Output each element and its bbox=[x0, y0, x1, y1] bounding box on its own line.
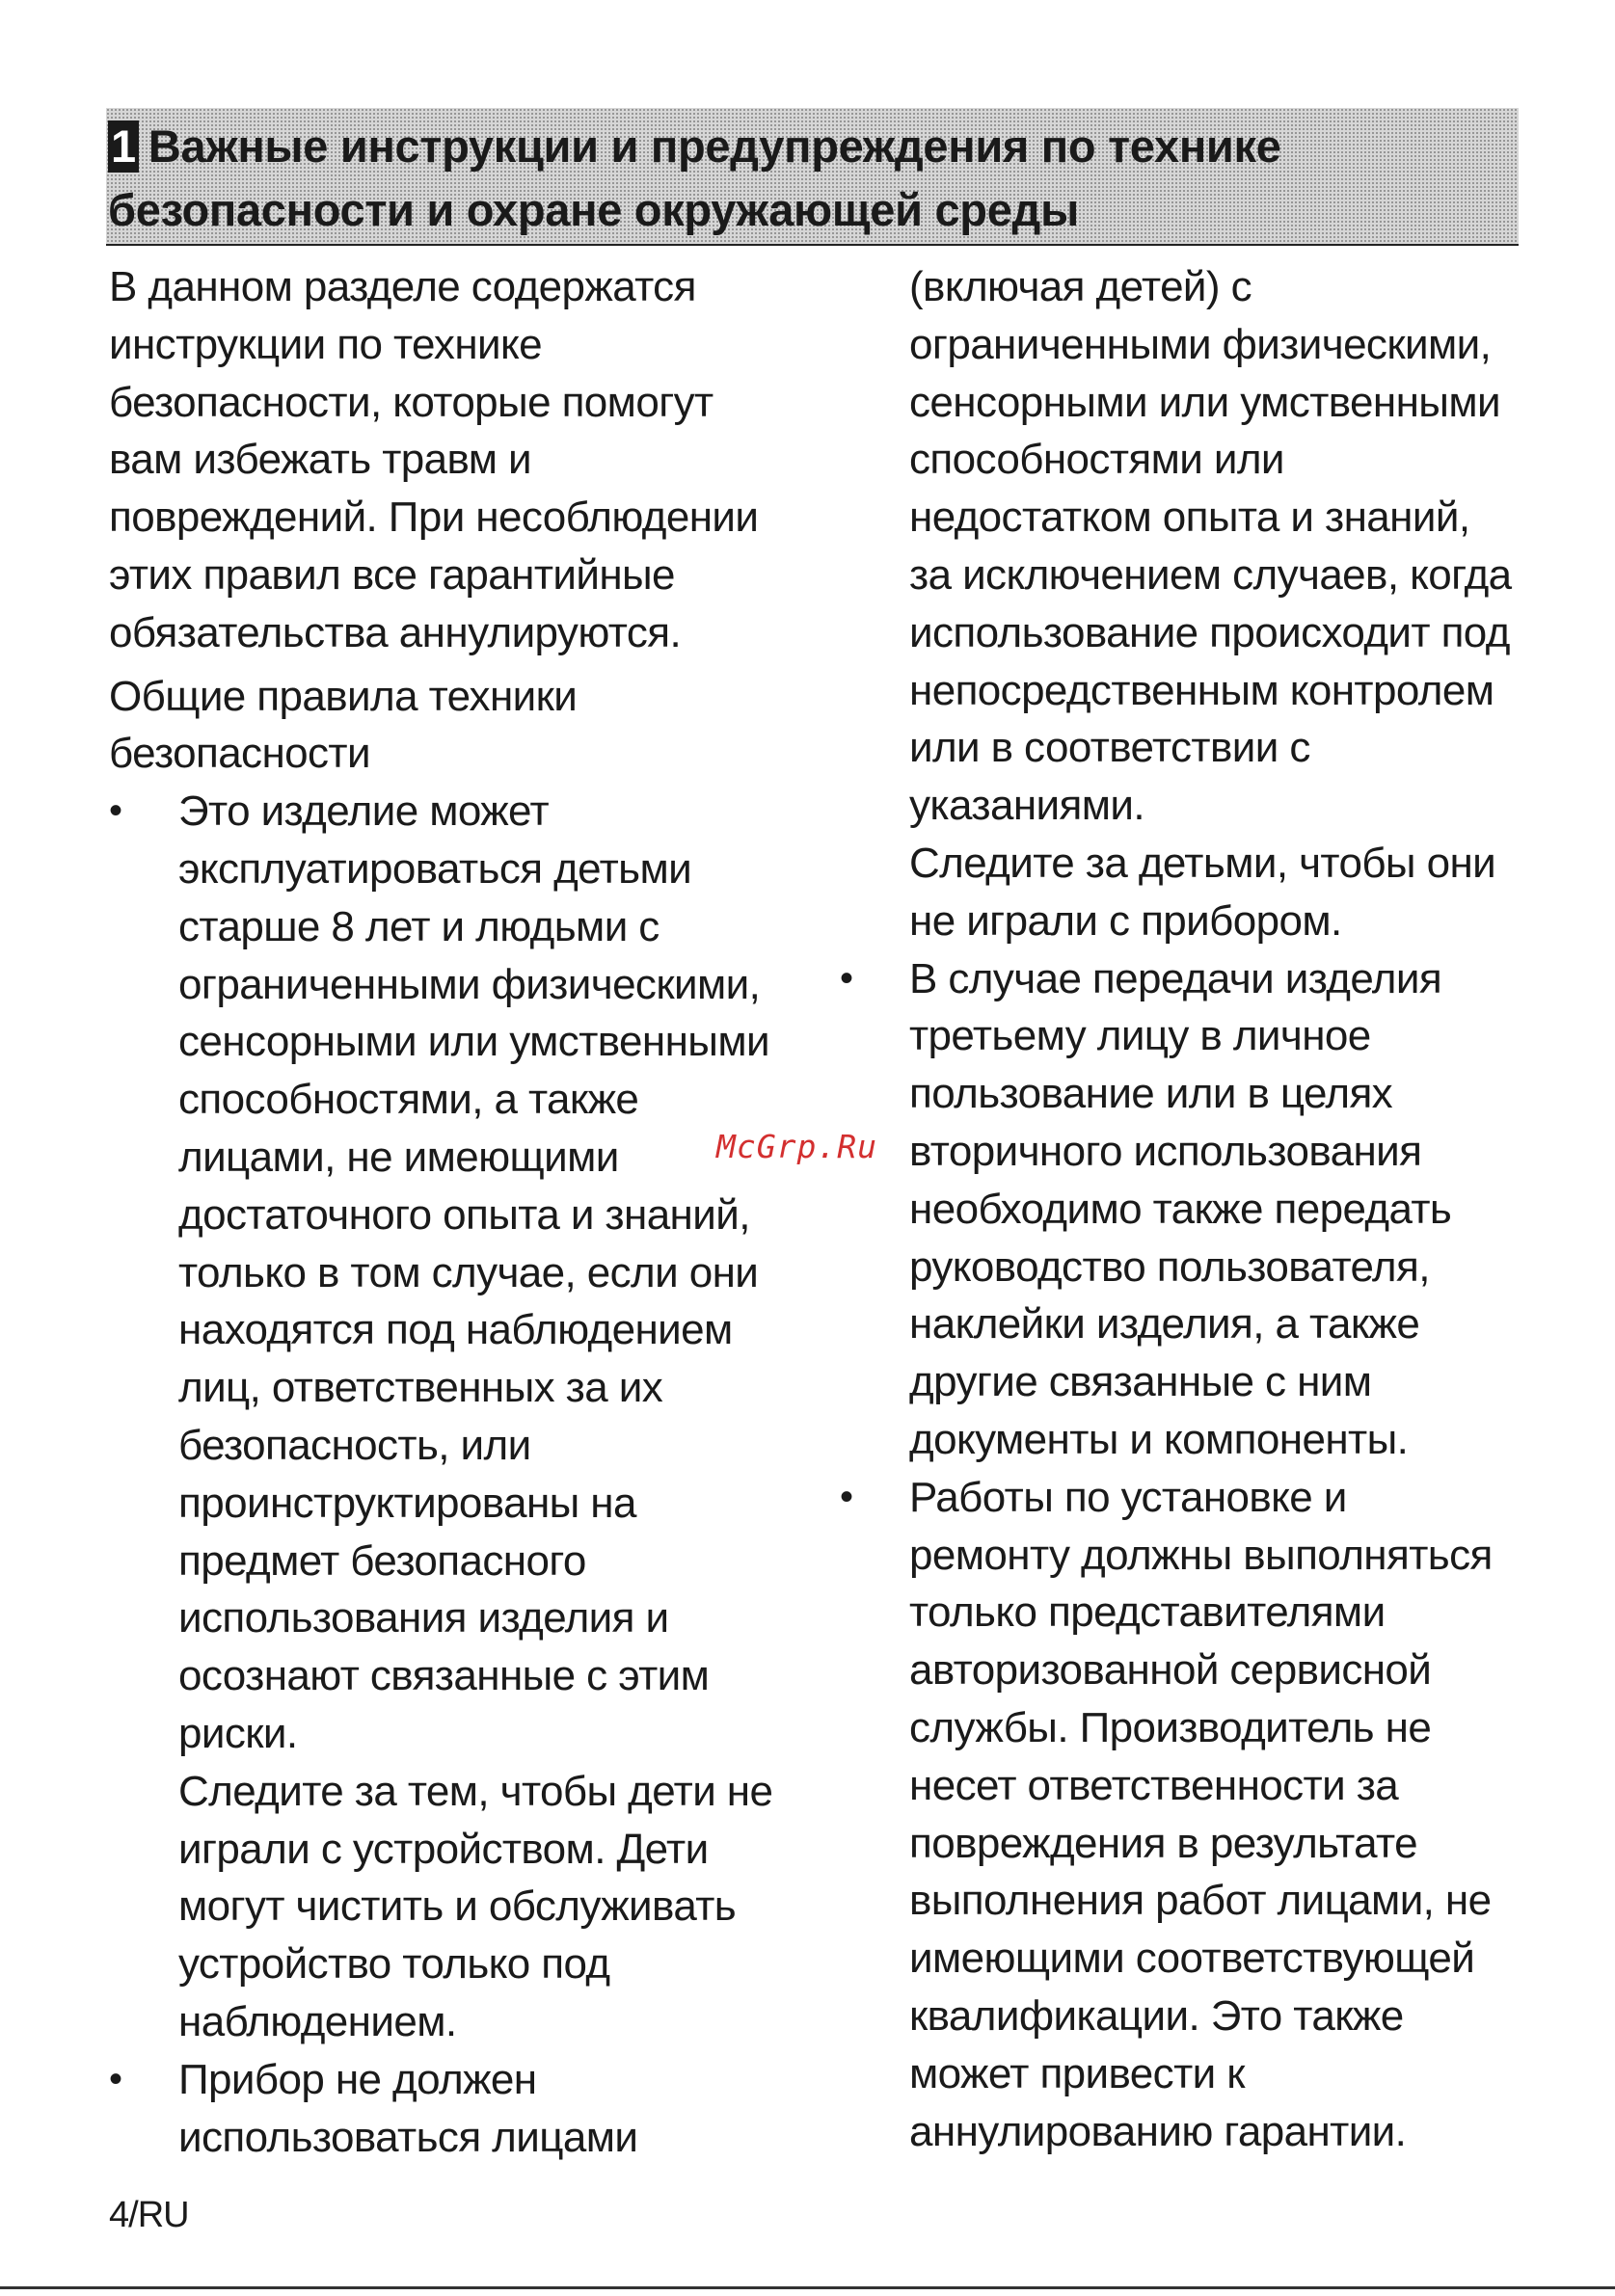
text-line: сенсорными или умственными bbox=[909, 378, 1500, 426]
text-line: недостатком опыта и знаний, bbox=[909, 494, 1470, 542]
text-line: предмет безопасного bbox=[178, 1536, 586, 1585]
bottom-divider bbox=[0, 2286, 1615, 2289]
text-line: или в соответствии с bbox=[909, 724, 1310, 772]
text-line: инструкции по технике bbox=[109, 320, 543, 368]
text-line: безопасности, которые помогут bbox=[109, 378, 713, 426]
text-line: службы. Производитель не bbox=[909, 1703, 1432, 1751]
text-line: способностями, а также bbox=[178, 1076, 639, 1124]
bullet-marker: • bbox=[840, 1475, 853, 1518]
text-line: находятся под наблюдением bbox=[178, 1306, 733, 1354]
bullet-marker: • bbox=[109, 2057, 122, 2100]
bullet-continuation bbox=[909, 258, 1526, 950]
bullet-marker: • bbox=[109, 789, 122, 833]
section-title-text-1: Важные инструкции и предупреждения по технике bbox=[148, 120, 1281, 172]
text-line: лиц, ответственных за их bbox=[178, 1364, 663, 1412]
general-safety-subheading bbox=[109, 668, 803, 784]
text-line: может привести к bbox=[909, 2049, 1245, 2097]
text-line: повреждений. При несоблюдении bbox=[109, 494, 759, 542]
text-line: непосредственным контролем bbox=[909, 666, 1494, 714]
text-line: Общие правила техники bbox=[109, 672, 578, 720]
text-line: вторичного использования bbox=[909, 1127, 1422, 1175]
bullet-item-authorized-service bbox=[840, 1469, 1526, 2161]
bullet-item-transfer-to-third-party bbox=[840, 950, 1526, 1469]
text-line: повреждения в результате bbox=[909, 1819, 1417, 1867]
text-line: В данном разделе содержатся bbox=[109, 263, 696, 310]
text-line: играли с устройством. Дети bbox=[178, 1825, 709, 1873]
text-line: Следите за тем, чтобы дети не bbox=[178, 1767, 773, 1815]
text-line: квалификации. Это также bbox=[909, 1991, 1404, 2040]
section-title-line-1 bbox=[108, 120, 1281, 173]
text-line: пользование или в целях bbox=[909, 1070, 1393, 1118]
text-line: необходимо также передать bbox=[909, 1185, 1452, 1233]
text-line: за исключением случаев, когда bbox=[909, 550, 1512, 599]
text-line: способностями или bbox=[909, 436, 1284, 484]
text-line: наклейки изделия, а также bbox=[909, 1300, 1420, 1348]
text-line: ограниченными физическими, bbox=[909, 320, 1492, 368]
section-header bbox=[106, 108, 1519, 246]
bullet-text bbox=[909, 950, 1526, 1469]
text-line: несет ответственности за bbox=[909, 1761, 1399, 1809]
text-line: старше 8 лет и людьми с bbox=[178, 902, 659, 950]
text-line: Следите за детьми, чтобы они bbox=[909, 839, 1496, 887]
text-line: достаточного опыта и знаний, bbox=[178, 1190, 750, 1239]
text-line: не играли с прибором. bbox=[909, 896, 1342, 945]
bullet-text bbox=[178, 783, 803, 2051]
text-line: проинструктированы на bbox=[178, 1479, 636, 1527]
text-line: имеющими соответствующей bbox=[909, 1935, 1475, 1983]
text-line: ремонту должны выполняться bbox=[909, 1531, 1493, 1579]
text-line: авторизованной сервисной bbox=[909, 1646, 1432, 1695]
bullet-item-children-usage bbox=[109, 783, 803, 2051]
text-line: вам избежать травм и bbox=[109, 436, 532, 484]
text-line: обязательства аннулируются. bbox=[109, 608, 682, 656]
text-line: могут чистить и обслуживать bbox=[178, 1882, 737, 1931]
text-line: только представителями bbox=[909, 1589, 1386, 1637]
text-line: этих правил все гарантийные bbox=[109, 550, 675, 599]
text-line: Это изделие может bbox=[178, 788, 550, 836]
text-line: Работы по установке и bbox=[909, 1473, 1347, 1521]
bullet-text bbox=[909, 1469, 1526, 2161]
section-number-badge: 1 bbox=[108, 120, 139, 173]
text-line: безопасность, или bbox=[178, 1421, 531, 1469]
intro-paragraph bbox=[109, 258, 803, 662]
text-line: риски. bbox=[178, 1709, 298, 1757]
text-line: осознают связанные с этим bbox=[178, 1652, 710, 1700]
section-title-line-2: безопасности и охране окружающей среды bbox=[108, 184, 1079, 235]
text-line: В случае передачи изделия bbox=[909, 954, 1442, 1002]
text-line: только в том случае, если они bbox=[178, 1248, 759, 1296]
text-line: эксплуатироваться детьми bbox=[178, 844, 692, 893]
text-line: Прибор не должен bbox=[178, 2055, 537, 2103]
text-line: безопасности bbox=[109, 730, 370, 778]
text-line: ограниченными физическими, bbox=[178, 960, 761, 1008]
text-line: устройство только под bbox=[178, 1940, 610, 1989]
right-column bbox=[840, 258, 1526, 2160]
text-line: аннулированию гарантии. bbox=[909, 2107, 1407, 2155]
text-line: сенсорными или умственными bbox=[178, 1018, 769, 1066]
text-line: использоваться лицами bbox=[178, 2113, 638, 2161]
text-line: (включая детей) с bbox=[909, 263, 1252, 310]
bullet-text bbox=[178, 2051, 803, 2167]
text-line: руководство пользователя, bbox=[909, 1242, 1430, 1291]
bullet-item-restricted-persons bbox=[109, 2051, 803, 2167]
text-line: документы и компоненты. bbox=[909, 1415, 1409, 1463]
bullet-marker: • bbox=[840, 956, 853, 1000]
page-number: 4/RU bbox=[109, 2195, 189, 2235]
text-line: использования изделия и bbox=[178, 1594, 669, 1642]
watermark: McGrp.Ru bbox=[716, 1128, 877, 1165]
text-line: другие связанные с ним bbox=[909, 1358, 1372, 1406]
left-column bbox=[109, 258, 803, 2166]
text-line: указаниями. bbox=[909, 782, 1144, 830]
text-line: выполнения работ лицами, не bbox=[909, 1877, 1492, 1925]
text-line: лицами, не имеющими bbox=[178, 1133, 619, 1181]
text-line: третьему лицу в личное bbox=[909, 1012, 1371, 1060]
text-line: использование происходит под bbox=[909, 608, 1510, 656]
text-line: наблюдением. bbox=[178, 1997, 457, 2045]
